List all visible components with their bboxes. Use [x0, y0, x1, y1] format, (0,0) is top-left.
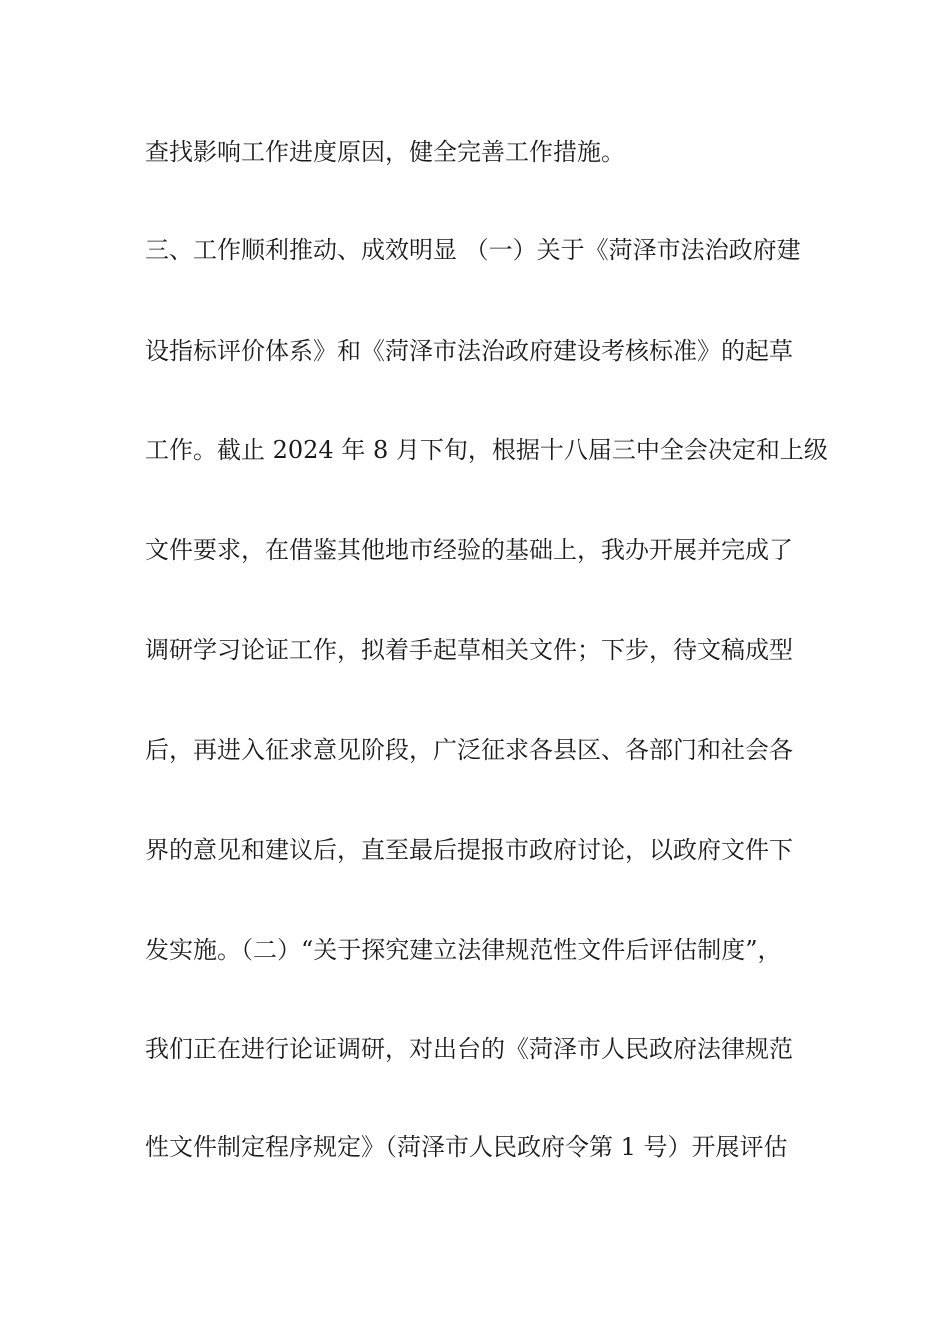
- body-text-line: 后，再进入征求意见阶段，广泛征求各县区、各部门和社会各: [145, 736, 793, 764]
- body-text-line: 界的意见和建议后，直至最后提报市政府讨论，以政府文件下: [145, 836, 793, 864]
- body-text-line: 设指标评价体系》和《菏泽市法治政府建设考核标准》的起草: [145, 337, 793, 365]
- body-text-line: 文件要求，在借鉴其他地市经验的基础上，我办开展并完成了: [145, 536, 793, 564]
- body-text-line: 发实施。（二）“关于探究建立法律规范性文件后评估制度”，: [145, 936, 782, 964]
- section-heading-line: 三、工作顺利推动、成效明显 （一）关于《菏泽市法治政府建: [145, 236, 801, 264]
- body-text-line: 调研学习论证工作，拟着手起草相关文件；下步，待文稿成型: [145, 636, 793, 664]
- body-text-line: 我们正在进行论证调研，对出台的《菏泽市人民政府法律规范: [145, 1035, 793, 1063]
- body-text-line: 查找影响工作进度原因，健全完善工作措施。: [145, 138, 625, 166]
- body-text-line: 性文件制定程序规定》（菏泽市人民政府令第 1 号）开展评估: [145, 1133, 788, 1161]
- body-text-line: 工作。截止 2024 年 8 月下旬，根据十八届三中全会决定和上级: [145, 436, 828, 464]
